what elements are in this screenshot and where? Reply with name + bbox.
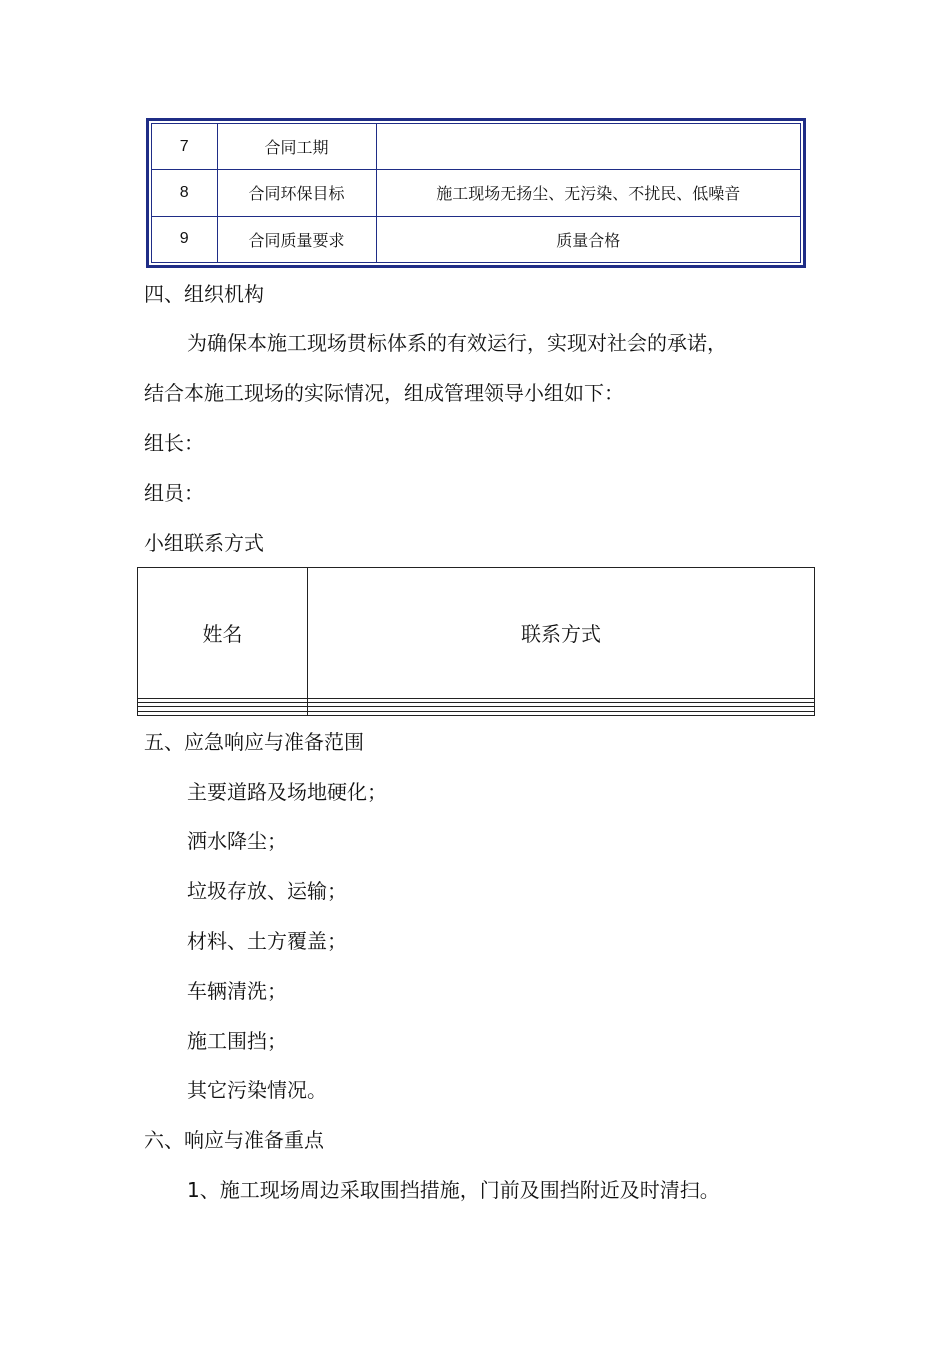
table-row (152, 170, 800, 217)
row-item: 合同质量要求 (217, 216, 376, 262)
table-row (152, 216, 800, 262)
list-item: 车辆清洗； (187, 979, 287, 1003)
section4-paragraph-line2: 结合本施工现场的实际情况，组成管理领导小组如下： (144, 381, 624, 405)
row-value (376, 124, 800, 170)
list-item: 材料、土方覆盖； (187, 929, 347, 953)
contact-table (137, 567, 815, 716)
section4-paragraph-line1: 为确保本施工现场贯标体系的有效运行，实现对社会的承诺， (187, 331, 727, 355)
list-item: 其它污染情况。 (187, 1078, 327, 1102)
row-value: 施工现场无扬尘、无污染、不扰民、低噪音 (376, 170, 800, 217)
list-item: 垃圾存放、运输； (187, 879, 347, 903)
row-number: 8 (152, 170, 217, 217)
list-item: 洒水降尘； (187, 829, 287, 853)
contract-info-table (146, 118, 806, 268)
section4-heading: 四、组织机构 (144, 282, 264, 306)
row-item: 合同环保目标 (217, 170, 376, 217)
row-number: 9 (152, 216, 217, 262)
contact-table-title: 小组联系方式 (144, 531, 264, 555)
table-header-row (138, 568, 815, 699)
row-number: 7 (152, 124, 217, 170)
member-label: 组员： (144, 481, 204, 505)
table-row (152, 124, 800, 170)
row-value: 质量合格 (376, 216, 800, 262)
cell-name (138, 711, 308, 715)
list-item: 主要道路及场地硬化； (187, 780, 387, 804)
section5-heading: 五、应急响应与准备范围 (144, 730, 364, 754)
row-item: 合同工期 (217, 124, 376, 170)
list-item: 1、施工现场周边采取围挡措施，门前及围挡附近及时清扫。 (187, 1178, 720, 1202)
section6-heading: 六、响应与准备重点 (144, 1128, 324, 1152)
contract-table (152, 124, 800, 262)
leader-label: 组长： (144, 431, 204, 455)
cell-contact (308, 711, 815, 715)
list-item: 施工围挡； (187, 1029, 287, 1053)
column-header-name: 姓名 (138, 568, 308, 699)
contract-table-inner-border (151, 123, 801, 263)
column-header-contact: 联系方式 (308, 568, 815, 699)
table-row (138, 711, 815, 715)
